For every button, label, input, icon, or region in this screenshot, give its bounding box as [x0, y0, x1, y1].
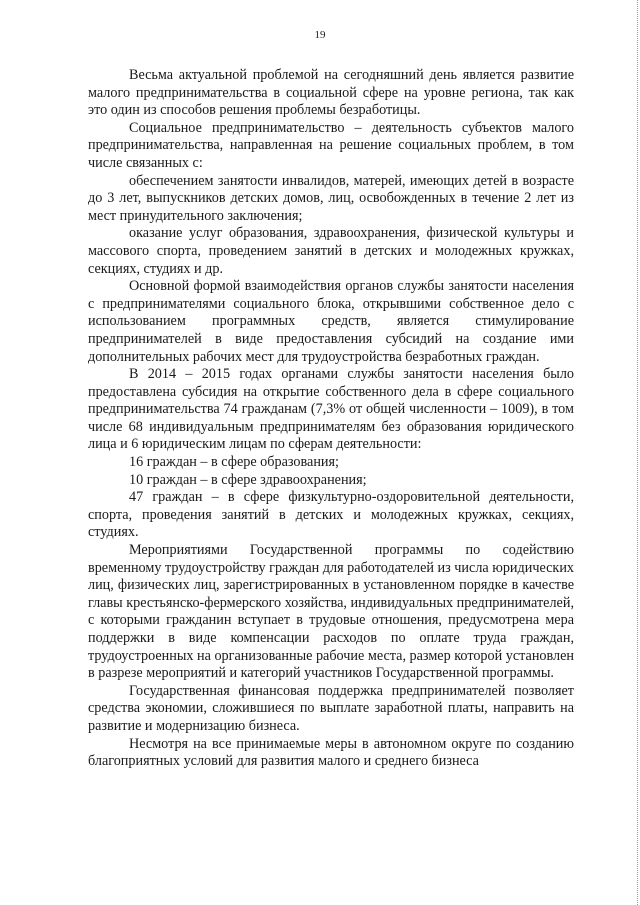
paragraph-9: Несмотря на все принимаемые меры в автономном округе по созданию благоприятных условий для развития малого и среднего бизнеса	[88, 735, 574, 770]
list-item-education: 16 граждан – в сфере образования;	[129, 454, 339, 471]
paragraph-4: оказание услуг образования, здравоохранения, физической культуры и массового спорта, проведением занятий в детских и молодежных кружках, секциях, студиях и др.	[88, 225, 574, 277]
paragraph-1: Весьма актуальной проблемой на сегодняшний день является развитие малого предпринимательства в социальной сфере на уровне региона, так как это один из способов решения проблемы безработицы.	[88, 67, 574, 119]
page-number: 19	[314, 29, 326, 41]
paragraph-7: Мероприятиями Государственной программы по содействию временному трудоустройству граждан для работодателей из числа юридических лиц, физических лиц, зарегистрированных в установленном порядке в качестве главы крестьянско-фермерского хозяйства, индивидуальных предпринимателей, с которыми гражданин вступает в трудовые отношения, предусмотрена мера поддержки в виде компенсации расходов по оплате труда граждан, трудоустроенных на организованные рабочие места, размер которой установлен в разрезе мероприятий и категорий участников Государственной программы.	[88, 542, 575, 682]
paragraph-6: В 2014 – 2015 годах органами службы занятости населения было предоставлена субсидия на открытие собственного дела в сфере социального предпринимательства 74 гражданам (7,3% от общей численности – 1009), в том числе 68 индивидуальным предпринимателям без образования юридического лица и 6 юридическим лицам по сферам деятельности:	[88, 366, 574, 453]
scan-edge	[636, 0, 638, 905]
paragraph-5: Основной формой взаимодействия органов службы занятости населения с предпринимателями социального блока, открывшими собственное дело с использованием программных средств, является стимулирование предпринимателей в виде предоставления субсидий на создание ими дополнительных рабочих мест для трудоустройства безработных граждан.	[88, 278, 574, 365]
paragraph-2: Социальное предпринимательство – деятельность субъектов малого предпринимательства, направленная на решение социальных проблем, в том числе связанных с:	[88, 119, 574, 171]
document-body	[88, 67, 574, 771]
paragraph-8: Государственная финансовая поддержка предпринимателей позволяет средства экономии, сложившиеся по выплате заработной платы, направить на развитие и модернизацию бизнеса.	[88, 682, 574, 734]
list-item-healthcare: 10 граждан – в сфере здравоохранения;	[129, 471, 367, 488]
paragraph-3: обеспечением занятости инвалидов, матерей, имеющих детей в возрасте до 3 лет, выпускников детских домов, лиц, освобожденных в течение 2 лет из мест принудительного заключения;	[88, 172, 574, 224]
list-item-sport: 47 граждан – в сфере физкультурно-оздоровительной деятельности, спорта, проведения занятий в детских и молодежных кружках, секциях, студиях.	[88, 489, 574, 541]
